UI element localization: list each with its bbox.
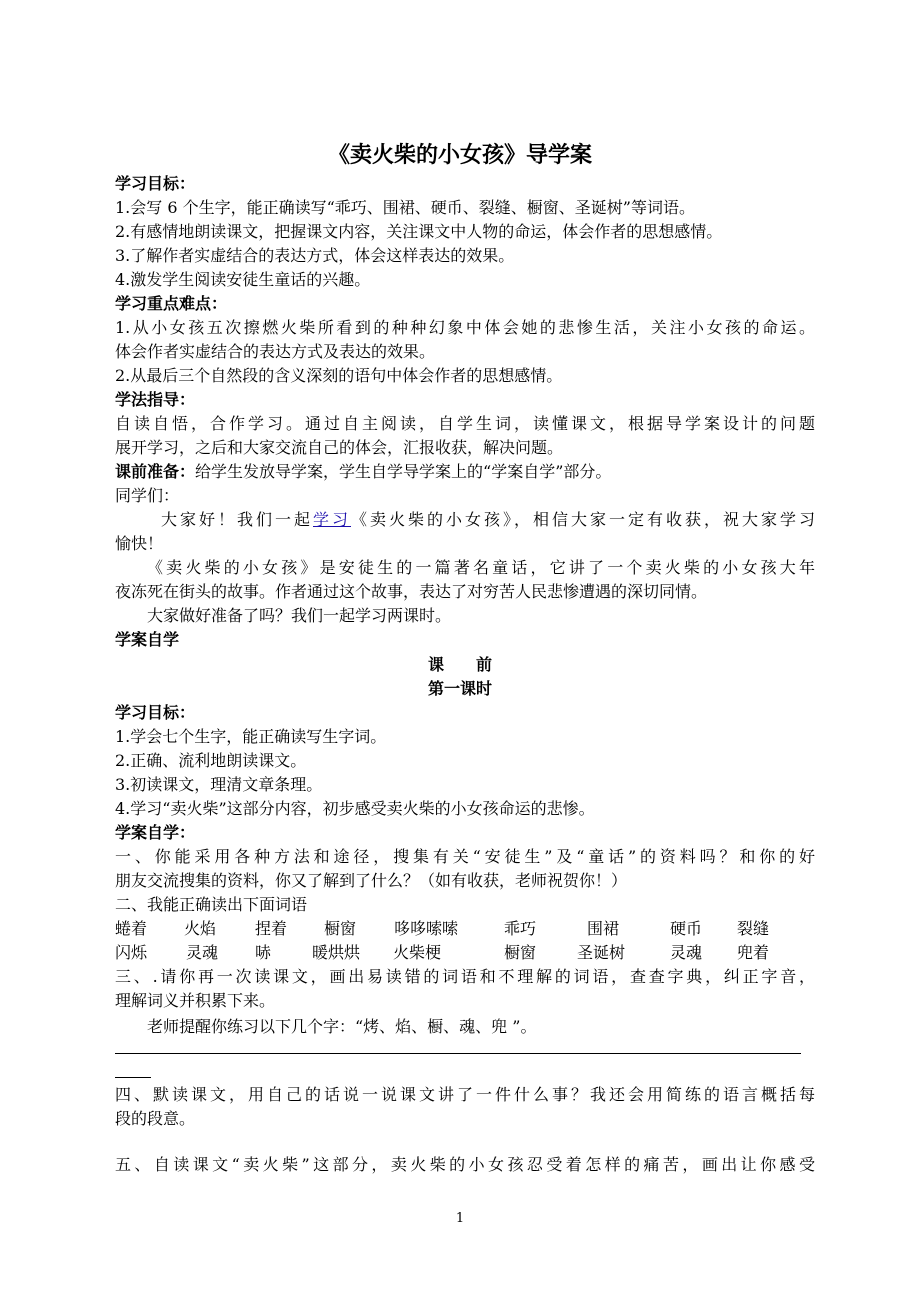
vocab-word: 圣诞树 bbox=[577, 943, 626, 962]
lesson-title: 第一课时 bbox=[427, 679, 492, 698]
keypoint-item: 1.从小女孩五次擦燃火柴所看到的种种幻象中体会她的悲惨生活，关注小女孩的命运。 bbox=[115, 318, 815, 337]
objective-item: 2.有感情地朗读课文，把握课文内容，关注课文中人物的命运，体会作者的思想感情。 bbox=[115, 222, 723, 241]
vocab-word: 暖烘烘 bbox=[312, 943, 361, 962]
answer-line bbox=[115, 1053, 801, 1054]
section-title: 课 前 bbox=[427, 655, 492, 674]
task-4: 四、默读课文，用自己的话说一说课文讲了一件什么事？我还会用简练的语言概括每 bbox=[115, 1085, 815, 1104]
tasks-heading: 学案自学： bbox=[115, 823, 196, 842]
letter-paragraph-2-continued: 夜冻死在街头的故事。作者通过这个故事，表达了对穷苦人民悲惨遭遇的深切同情。 bbox=[115, 582, 708, 601]
letter-paragraph-3: 大家做好准备了吗？我们一起学习两课时。 bbox=[147, 606, 452, 625]
objectives-heading: 学习目标： bbox=[115, 174, 196, 193]
prep-line bbox=[115, 460, 815, 484]
letter-paragraph-2: 《卖火柴的小女孩》是安徒生的一篇著名童话，它讲了一个卖火柴的小女孩大年 bbox=[147, 558, 815, 577]
objective-item: 1.会写 6 个生字，能正确读写“乖巧、围裙、硬币、裂缝、橱窗、圣诞树”等词语。 bbox=[115, 198, 695, 217]
vocab-word: 乖巧 bbox=[504, 919, 537, 938]
vocab-word: 灵魂 bbox=[186, 943, 219, 962]
lesson-objectives-heading: 学习目标： bbox=[115, 703, 196, 722]
lesson-objective-item: 1.学会七个生字，能正确读写生字词。 bbox=[115, 727, 387, 746]
objective-item: 3.了解作者实虚结合的表达方式，体会这样表达的效果。 bbox=[115, 246, 515, 265]
vocab-word: 捏着 bbox=[255, 919, 288, 938]
document-title: 《卖火柴的小女孩》导学案 bbox=[327, 143, 592, 168]
letter-paragraph-1 bbox=[161, 508, 815, 532]
prep-heading: 课前准备： bbox=[115, 462, 196, 481]
study-link[interactable]: 学习 bbox=[313, 510, 351, 529]
vocab-word: 硬币 bbox=[670, 919, 703, 938]
letter-text: 《卖火柴的小女孩》，相信大家一定有收获，祝大家学习 bbox=[351, 510, 815, 529]
keypoints-heading: 学习重点难点： bbox=[115, 294, 228, 313]
task-5: 五、自读课文“卖火柴”这部分，卖火柴的小女孩忍受着怎样的痛苦，画出让你感受 bbox=[115, 1155, 815, 1174]
lesson-objective-item: 2.正确、流利地朗读课文。 bbox=[115, 751, 307, 770]
letter-paragraph-1-continued: 愉快！ bbox=[115, 534, 164, 553]
vocab-word: 火柴梗 bbox=[393, 943, 442, 962]
task-3: 三、.请你再一次读课文，画出易读错的词语和不理解的词语，查查字典，纠正字音， bbox=[115, 967, 815, 986]
lesson-objective-item: 3.初读课文，理清文章条理。 bbox=[115, 775, 323, 794]
lesson-objective-item: 4.学习“卖火柴”这部分内容，初步感受卖火柴的小女孩命运的悲惨。 bbox=[115, 799, 595, 818]
vocab-word: 火焰 bbox=[184, 919, 217, 938]
task-3-note: 老师提醒你练习以下几个字：“烤、焰、橱、魂、兜 ”。 bbox=[147, 1017, 537, 1036]
prep-text: 给学生发放导学案，学生自学导学案上的“学案自学”部分。 bbox=[195, 462, 612, 481]
vocab-word: 兜着 bbox=[737, 943, 770, 962]
method-text-continued: 展开学习，之后和大家交流自己的体会，汇报收获，解决问题。 bbox=[115, 438, 564, 457]
self-study-heading: 学案自学 bbox=[115, 630, 180, 649]
vocab-word: 橱窗 bbox=[504, 943, 537, 962]
page-number: 1 bbox=[455, 1211, 465, 1226]
letter-salutation: 同学们： bbox=[115, 486, 180, 505]
vocab-word: 哧 bbox=[255, 943, 272, 962]
vocab-word: 哆哆嗦嗦 bbox=[394, 919, 459, 938]
vocab-word: 闪烁 bbox=[115, 943, 148, 962]
task-1: 一、你能采用各种方法和途径，搜集有关“安徒生”及“童话”的资料吗？和你的好 bbox=[115, 847, 815, 866]
vocab-word: 围裙 bbox=[587, 919, 620, 938]
keypoint-item: 2.从最后三个自然段的含义深刻的语句中体会作者的思想感情。 bbox=[115, 366, 563, 385]
task-3-continued: 理解词义并积累下来。 bbox=[115, 991, 276, 1010]
vocab-word: 蜷着 bbox=[115, 919, 148, 938]
vocab-word: 裂缝 bbox=[737, 919, 770, 938]
answer-line-short bbox=[115, 1077, 151, 1078]
task-1-continued: 朋友交流搜集的资料，你又了解到了什么？（如有收获，老师祝贺你！） bbox=[115, 871, 628, 890]
keypoint-item-continued: 体会作者实虚结合的表达方式及表达的效果。 bbox=[115, 342, 436, 361]
vocab-word: 灵魂 bbox=[670, 943, 703, 962]
method-text: 自读自悟，合作学习。通过自主阅读，自学生词，读懂课文，根据导学案设计的问题 bbox=[115, 414, 815, 433]
task-2: 二、我能正确读出下面词语 bbox=[115, 895, 308, 914]
letter-text: 大家好！我们一起 bbox=[161, 510, 313, 529]
objective-item: 4.激发学生阅读安徒生童话的兴趣。 bbox=[115, 270, 371, 289]
vocab-word: 橱窗 bbox=[324, 919, 357, 938]
task-4-continued: 段的段意。 bbox=[115, 1109, 196, 1128]
method-heading: 学法指导： bbox=[115, 390, 196, 409]
